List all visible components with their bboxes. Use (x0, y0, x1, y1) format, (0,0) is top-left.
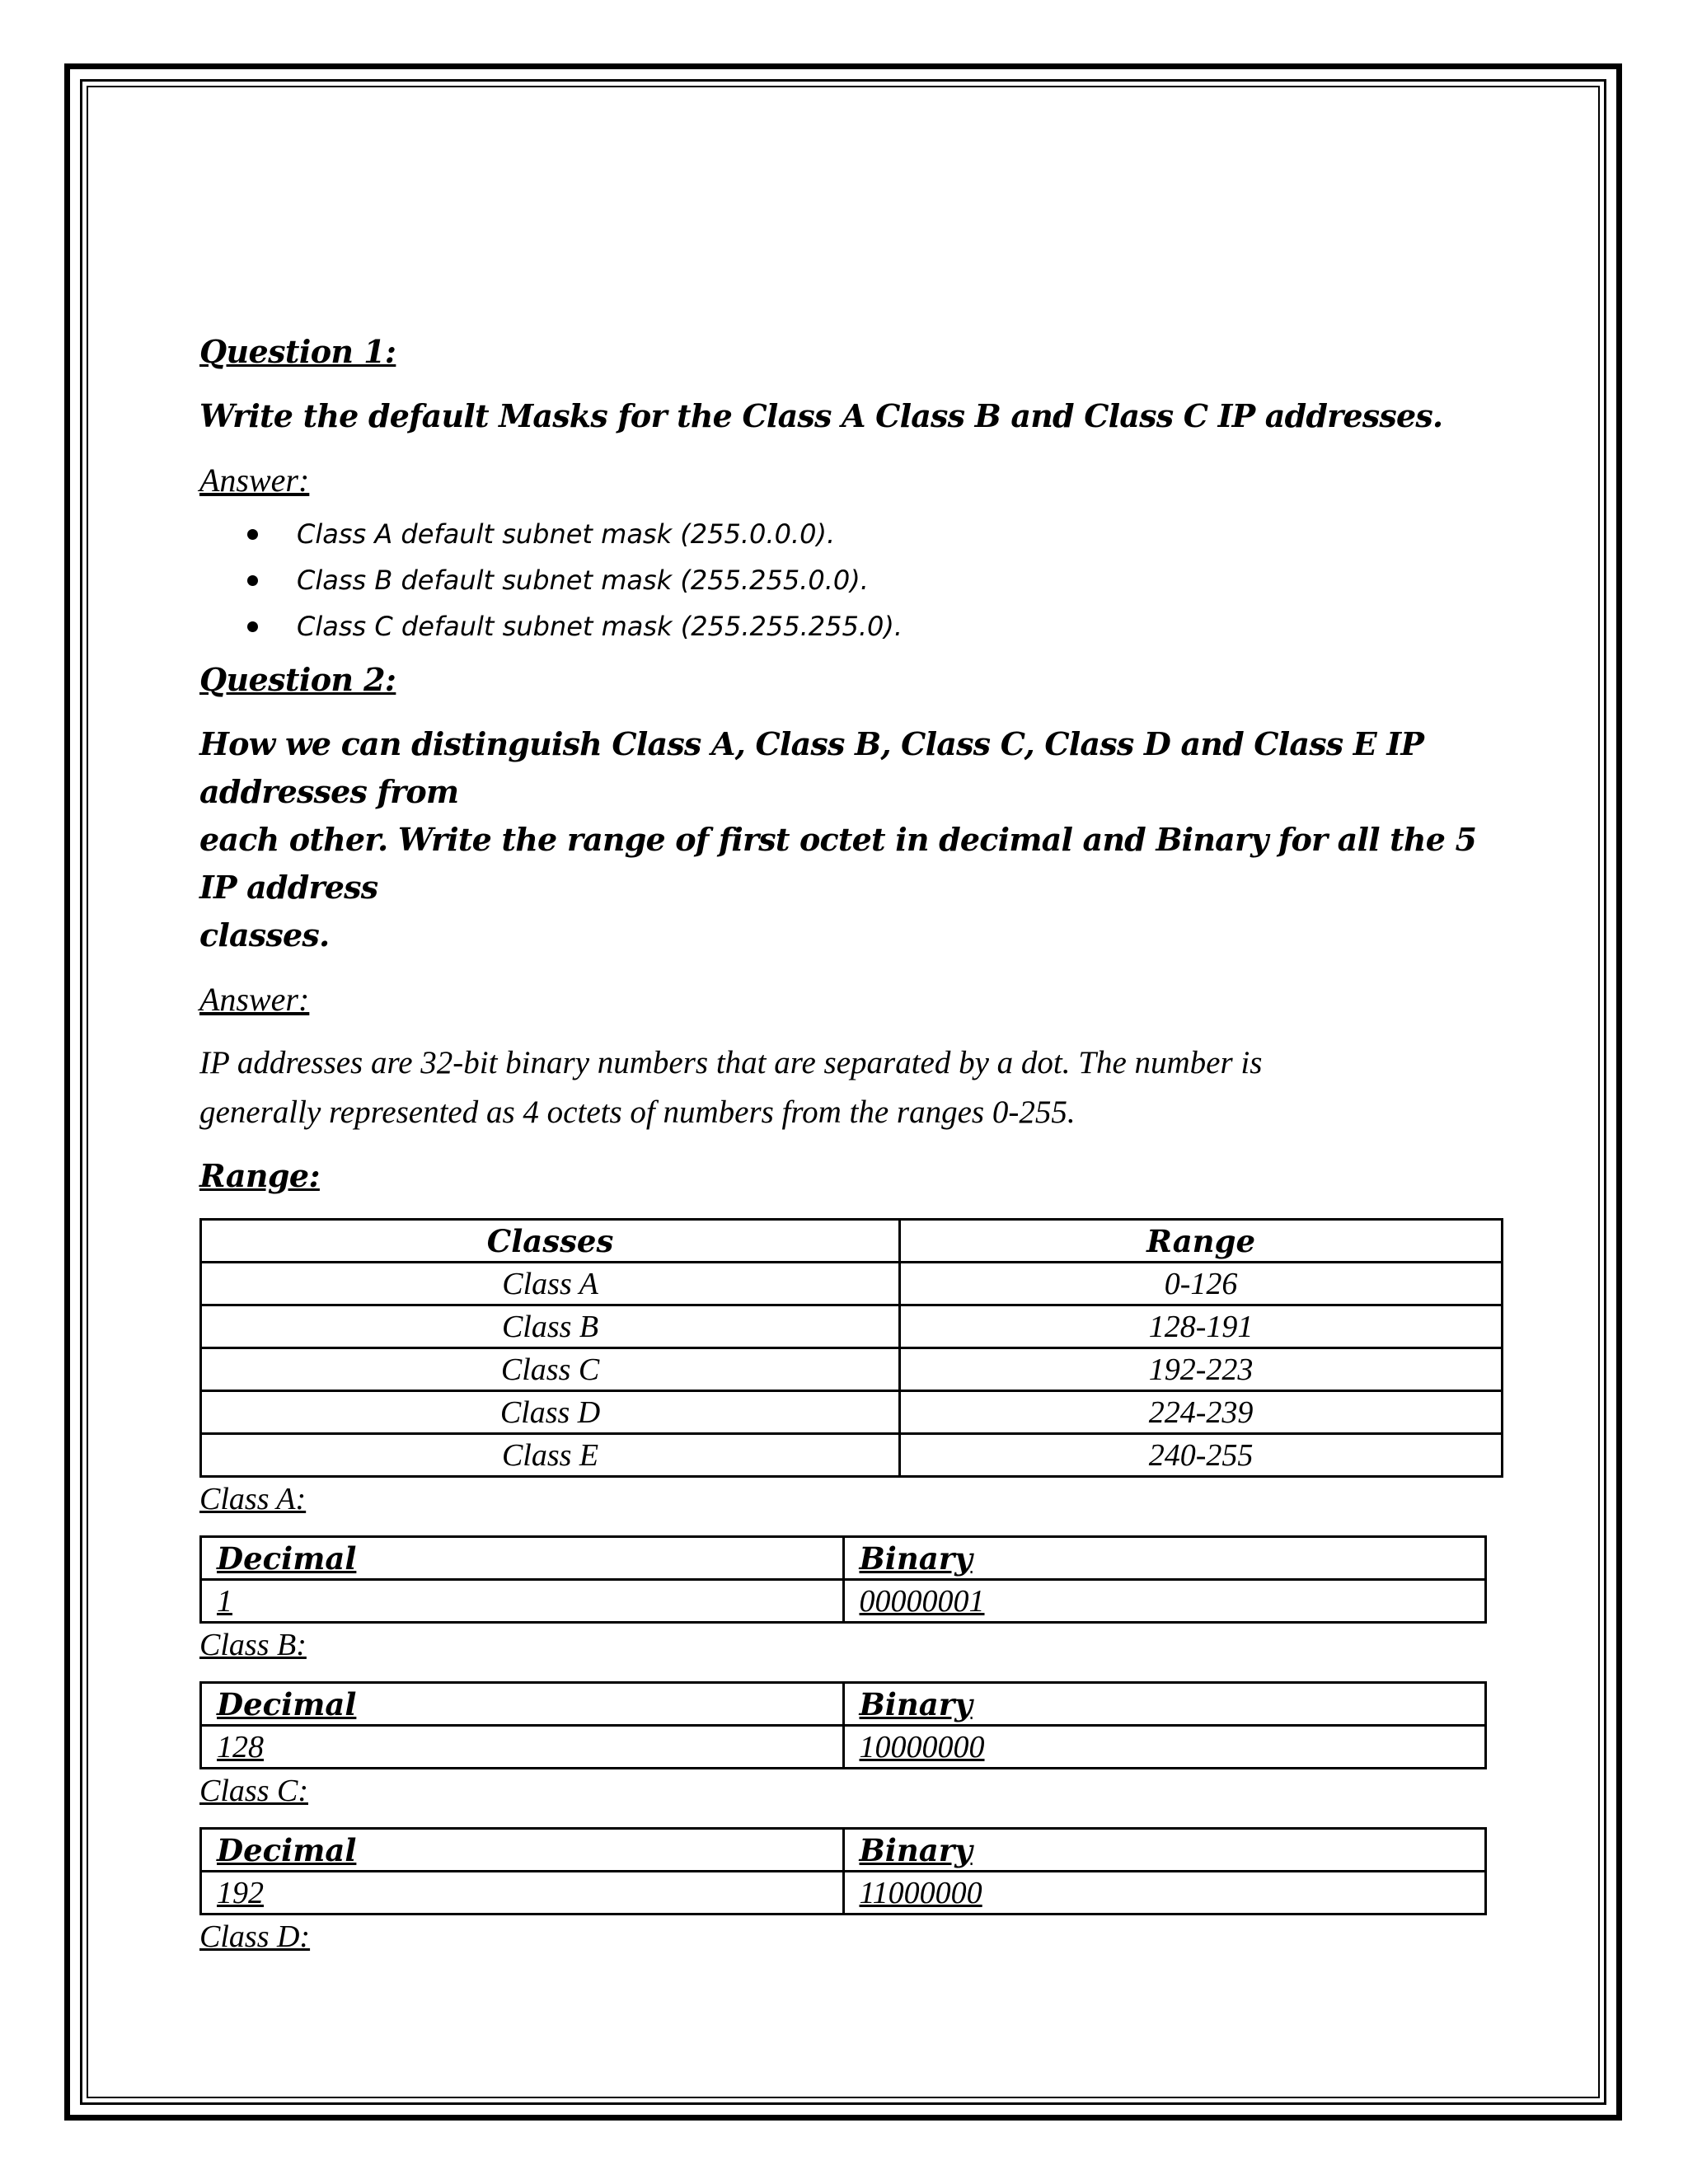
class-c-table (199, 1827, 1487, 1915)
answer-1-heading: Answer: (199, 462, 310, 499)
list-item: Class A default subnet mask (255.0.0.0). (199, 511, 1502, 557)
question-2-heading: Question 2: (199, 661, 396, 698)
bullet-icon (247, 529, 258, 540)
table-row: Class C 192-223 (201, 1348, 1503, 1391)
subnet-mask-list (199, 511, 1502, 649)
table-row: Class B 128-191 (201, 1305, 1503, 1348)
class-a-table (199, 1535, 1487, 1624)
table-header-row: Decimal Binary (201, 1537, 1486, 1580)
list-item: Class C default subnet mask (255.255.255.0). (199, 603, 1502, 649)
class-b-table (199, 1681, 1487, 1769)
table-header-row: Decimal Binary (201, 1683, 1486, 1726)
table-row: Class E 240-255 (201, 1434, 1503, 1477)
range-heading: Range: (199, 1157, 320, 1194)
header-range: Range (900, 1220, 1503, 1263)
table-row: Class D 224-239 (201, 1391, 1503, 1434)
class-d-label: Class D: (199, 1919, 311, 1954)
range-table (199, 1218, 1503, 1478)
class-b-label: Class B: (199, 1628, 307, 1662)
list-item: Class B default subnet mask (255.255.0.0). (199, 557, 1502, 603)
answer-2-heading: Answer: (199, 981, 310, 1018)
bullet-icon (247, 621, 258, 632)
question-1-heading: Question 1: (199, 333, 396, 370)
class-c-label: Class C: (199, 1774, 308, 1808)
class-a-label: Class A: (199, 1482, 307, 1516)
table-row: 128 10000000 (201, 1726, 1486, 1769)
bullet-icon (247, 575, 258, 586)
table-header-row: Decimal Binary (201, 1829, 1486, 1872)
table-row: Class A 0-126 (201, 1263, 1503, 1305)
document-content (199, 328, 1502, 1958)
question-2-text: How we can distinguish Class A, Class B, Class C, Class D and Class E IP addresses from each other. Write the range of first octet in decimal and Binary for all the 5 IP address classes. (199, 725, 1477, 954)
table-row: 1 00000001 (201, 1580, 1486, 1623)
answer-2-paragraph: IP addresses are 32-bit binary numbers that are separated by a dot. The number is generally represented as 4 octets of numbers from the ranges 0-255. (199, 1045, 1263, 1130)
question-1-text: Write the default Masks for the Class A Class B and Class C IP addresses. (199, 397, 1443, 434)
table-row: 192 11000000 (201, 1872, 1486, 1915)
table-header-row (201, 1220, 1503, 1263)
header-classes: Classes (201, 1220, 900, 1263)
